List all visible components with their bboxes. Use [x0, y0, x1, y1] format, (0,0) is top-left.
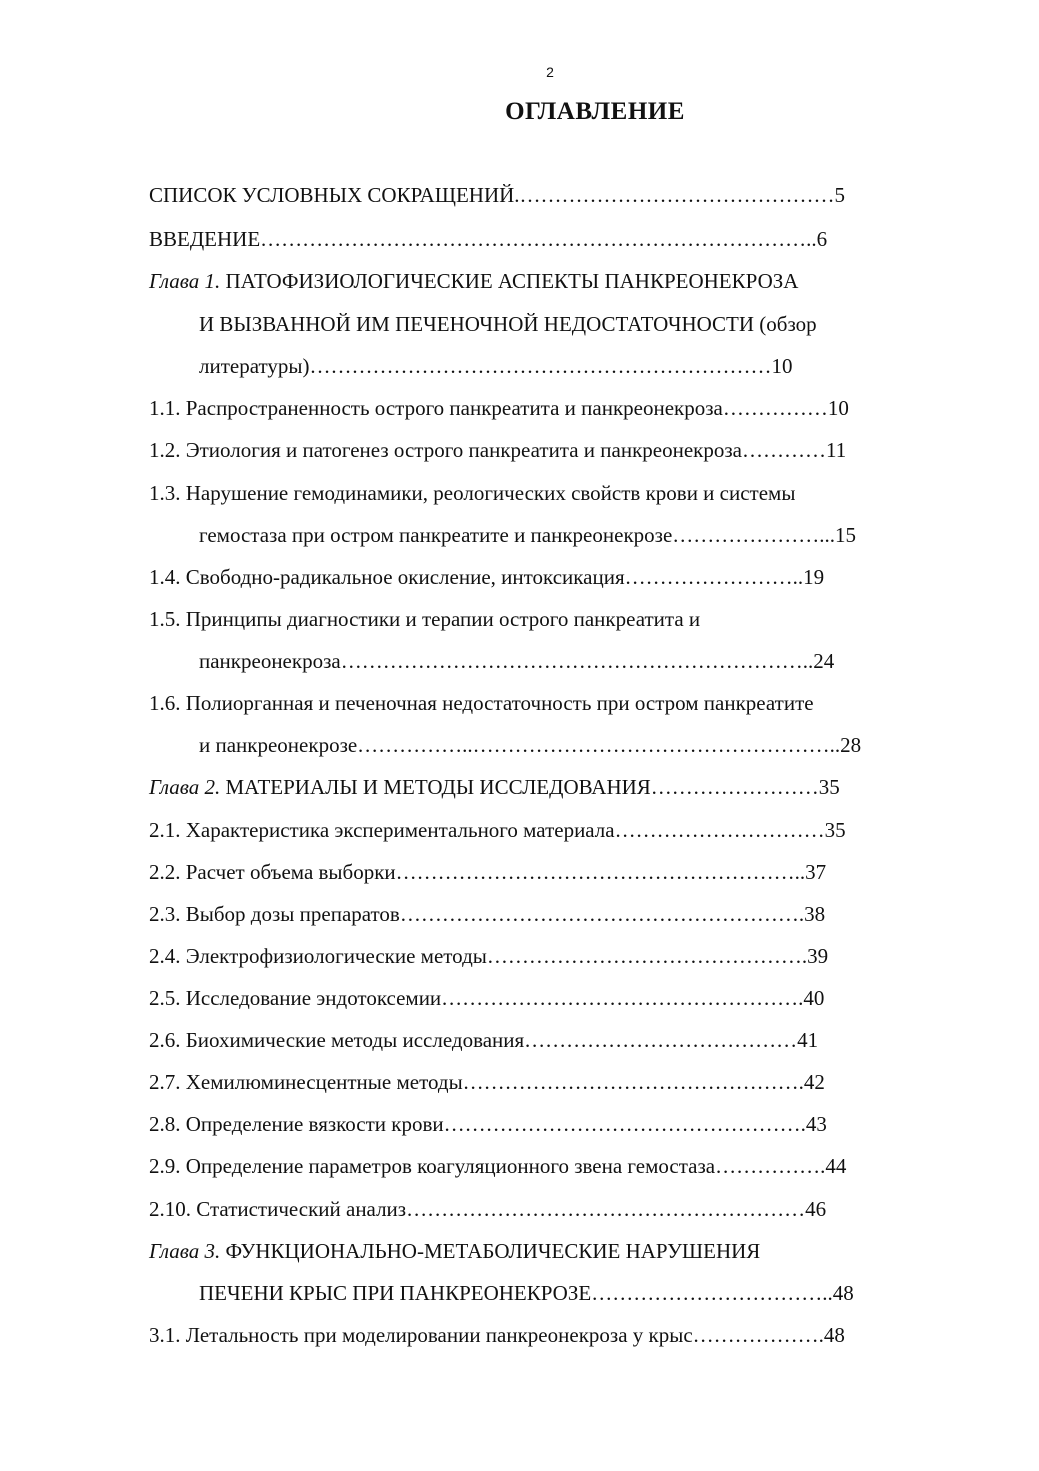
toc-entry-1-5[interactable]: [149, 606, 700, 632]
toc-entry-chapter-1-cont: [199, 353, 793, 379]
toc-entry-text: 2.2. Расчет объема выборки…………………………………………………..37: [149, 860, 827, 884]
toc-entry-2-8[interactable]: [149, 1111, 827, 1137]
toc-entry-italic: Глава 2.: [149, 775, 221, 799]
toc-entry-text: И ВЫЗВАННОЙ ИМ ПЕЧЕНОЧНОЙ НЕДОСТАТОЧНОСТИ (обзор: [199, 312, 817, 336]
toc-entry-2-1[interactable]: [149, 817, 846, 843]
toc-entry-text: гемостаза при остром панкреатите и панкреонекрозе…………………...15: [199, 523, 857, 547]
toc-entry-text: ПАТОФИЗИОЛОГИЧЕСКИЕ АСПЕКТЫ ПАНКРЕОНЕКРОЗА: [220, 269, 799, 293]
toc-entry-1-5-cont: [199, 648, 834, 674]
toc-entry-text: ФУНКЦИОНАЛЬНО-МЕТАБОЛИЧЕСКИЕ НАРУШЕНИЯ: [220, 1239, 761, 1263]
toc-entry-text: 2.10. Статистический анализ…………………………………………………46: [149, 1197, 827, 1221]
toc-entry-text: 2.8. Определение вязкости крови…………………………………………….43: [149, 1112, 827, 1136]
toc-entry-2-2[interactable]: [149, 859, 826, 885]
toc-entry-text: 1.4. Свободно-радикальное окисление, интоксикация……………………..19: [149, 565, 825, 589]
toc-entry-1-6[interactable]: [149, 690, 814, 716]
toc-entry-2-10[interactable]: [149, 1196, 826, 1222]
toc-entry-text: панкреонекроза…………………………………………………………..24: [199, 649, 835, 673]
toc-entry-text: 1.5. Принципы диагностики и терапии острого панкреатита и: [149, 607, 701, 631]
toc-entry-text: 2.9. Определение параметров коагуляционного звена гемостаза…………….44: [149, 1154, 847, 1178]
toc-entry-2-9[interactable]: [149, 1153, 846, 1179]
toc-entry-text: 1.6. Полиорганная и печеночная недостаточность при остром панкреатите: [149, 691, 814, 715]
toc-entry-1-4[interactable]: [149, 564, 824, 590]
toc-entry-text: ПЕЧЕНИ КРЫС ПРИ ПАНКРЕОНЕКРОЗЕ……………………………..48: [199, 1281, 854, 1305]
toc-entry-1-2[interactable]: [149, 437, 846, 463]
toc-entry-text: 1.3. Нарушение гемодинамики, реологических свойств крови и системы: [149, 481, 796, 505]
toc-entry-text: ВВЕДЕНИЕ……………………………………………………………………..6: [149, 227, 828, 251]
toc-entry-text: и панкреонекрозе……………..……………………………………………..28: [199, 733, 862, 757]
toc-entry-introduction[interactable]: [149, 226, 827, 252]
toc-entry-2-4[interactable]: [149, 943, 828, 969]
toc-entry-chapter-3[interactable]: [149, 1238, 760, 1264]
toc-entry-1-1[interactable]: [149, 395, 849, 421]
toc-entry-text: 2.1. Характеристика экспериментального материала…………………………35: [149, 818, 846, 842]
toc-entry-1-6-cont: [199, 732, 861, 758]
toc-entry-text: 2.4. Электрофизиологические методы……………………………………….39: [149, 944, 829, 968]
toc-entry-2-3[interactable]: [149, 901, 825, 927]
toc-entry-1-3[interactable]: [149, 480, 795, 506]
toc-entry-chapter-2[interactable]: [149, 774, 840, 800]
toc-entry-text: 2.5. Исследование эндотоксемии…………………………………………….40: [149, 986, 825, 1010]
toc-entry-text: 2.7. Хемилюминесцентные методы………………………………………….42: [149, 1070, 825, 1094]
toc-entry-2-7[interactable]: [149, 1069, 825, 1095]
toc-entry-text: 1.2. Этиология и патогенез острого панкреатита и панкреонекроза…………11: [149, 438, 847, 462]
toc-entry-chapter-3-cont: [199, 1280, 854, 1306]
toc-entry-text: 1.1. Распространенность острого панкреатита и панкреонекроза……………10: [149, 396, 849, 420]
toc-entry-chapter-1[interactable]: [149, 268, 798, 294]
toc-entry-italic: Глава 3.: [149, 1239, 221, 1263]
toc-entry-2-6[interactable]: [149, 1027, 818, 1053]
toc-entry-text: 2.3. Выбор дозы препаратов………………………………………………….38: [149, 902, 826, 926]
toc-entry-chapter-1-cont: [199, 311, 817, 337]
toc-entry-text: СПИСОК УСЛОВНЫХ СОКРАЩЕНИЙ.………………………………………5: [149, 183, 846, 207]
toc-entry-text: литературы)…………………………………………………………10: [199, 354, 793, 378]
toc-entry-text: 2.6. Биохимические методы исследования…………………………………41: [149, 1028, 819, 1052]
toc-entry-2-5[interactable]: [149, 985, 824, 1011]
toc-entry-3-1[interactable]: [149, 1322, 845, 1348]
toc-entry-1-3-cont: [199, 522, 856, 548]
toc-entry-italic: Глава 1.: [149, 269, 221, 293]
toc-entry-text: 3.1. Летальность при моделировании панкреонекроза у крыс……………….48: [149, 1323, 845, 1347]
page-number: 2: [546, 64, 554, 80]
toc-title: ОГЛАВЛЕНИЕ: [505, 98, 685, 125]
toc-entry-text: МАТЕРИАЛЫ И МЕТОДЫ ИССЛЕДОВАНИЯ……………………35: [220, 775, 840, 799]
toc-entry-abbreviations[interactable]: [149, 182, 845, 208]
